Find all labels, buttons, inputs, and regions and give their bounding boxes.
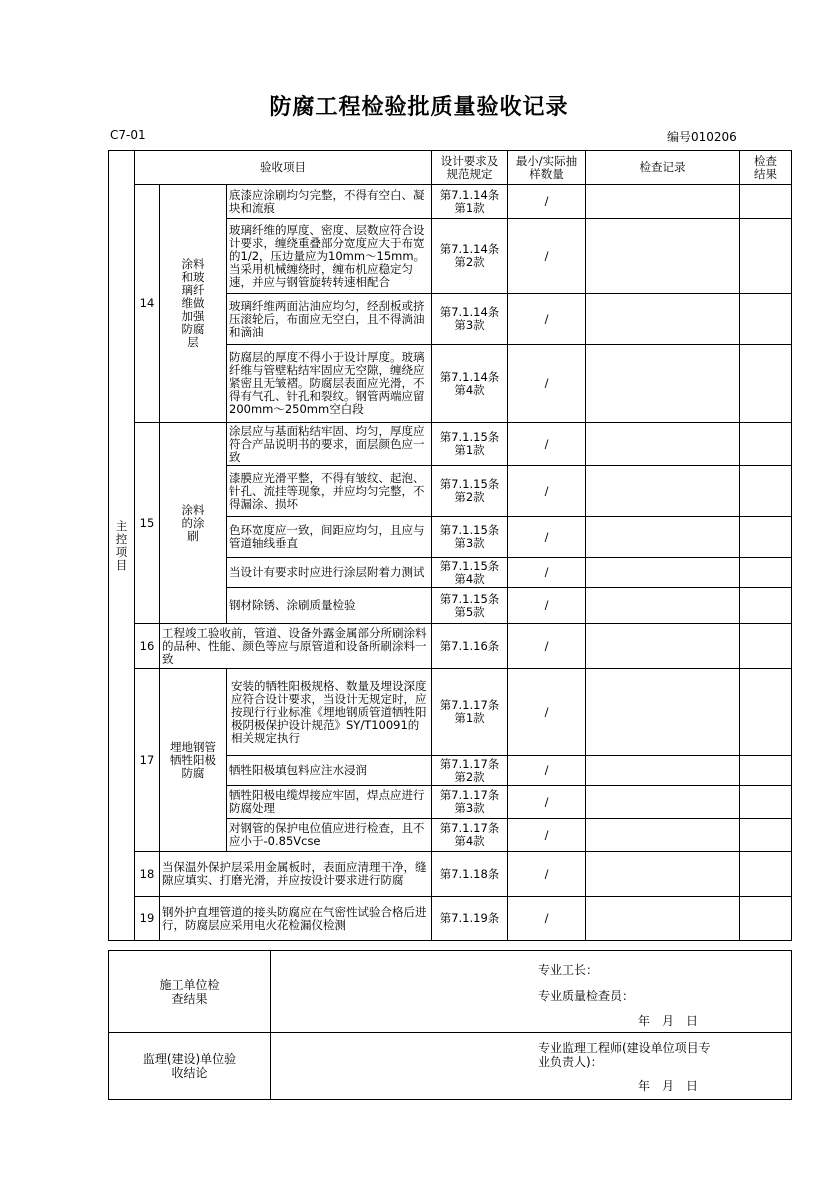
- item-number: 18: [135, 852, 160, 897]
- item-result[interactable]: [740, 786, 792, 819]
- item-text: 底漆应涂刷均匀完整，不得有空白、凝块和流痕: [227, 185, 432, 219]
- item-record[interactable]: [586, 669, 740, 756]
- item-spec: 第7.1.14条第4款: [432, 345, 508, 423]
- item-number: 14: [135, 185, 160, 423]
- item-record[interactable]: [586, 423, 740, 466]
- item-number: 16: [135, 624, 160, 669]
- item-record[interactable]: [586, 624, 740, 669]
- supervision-sign-area[interactable]: [271, 1033, 792, 1100]
- item-text: 安装的牺牲阳极规格、数量及埋设深度应符合设计要求，当设计无规定时，应按现行行业标准《埋地钢质管道牺牲阳极阴极保护设计规范》SY/T10091的相关规定执行: [227, 669, 432, 756]
- item-sample: /: [508, 852, 586, 897]
- item-sample: /: [508, 624, 586, 669]
- inspector-label: 专业质量检查员：: [538, 989, 635, 1003]
- item-sample: /: [508, 669, 586, 756]
- item-text: 涂层应与基面粘结牢固、均匀，厚度应符合产品说明书的要求，面层颜色应一致: [227, 423, 432, 466]
- item-result[interactable]: [740, 185, 792, 219]
- construction-date: 年 月 日: [638, 1014, 699, 1028]
- item-spec: 第7.1.14条第3款: [432, 294, 508, 345]
- item-spec: 第7.1.17条第4款: [432, 819, 508, 852]
- header-sample: 最小/实际抽样数量: [508, 151, 586, 185]
- item-text: 钢材除锈、涂刷质量检验: [227, 588, 432, 624]
- item-text: 钢外护直埋管道的接头防腐应在气密性试验合格后进行，防腐层应采用电火花检漏仪检测: [160, 897, 432, 941]
- item-result[interactable]: [740, 669, 792, 756]
- item-number: 17: [135, 669, 160, 852]
- item-spec: 第7.1.15条第2款: [432, 466, 508, 517]
- item-spec: 第7.1.19条: [432, 897, 508, 941]
- item-record[interactable]: [586, 517, 740, 558]
- inspection-table: [108, 150, 792, 941]
- item-record[interactable]: [586, 819, 740, 852]
- header-spec: 设计要求及规范规定: [432, 151, 508, 185]
- item-result[interactable]: [740, 466, 792, 517]
- item-sample: /: [508, 897, 586, 941]
- page-title: 防腐工程检验批质量验收记录: [269, 94, 569, 120]
- item-result[interactable]: [740, 423, 792, 466]
- item-text: 工程竣工验收前，管道、设备外露金属部分所刷涂料的品种、性能、颜色等应与原管道和设备所刷涂料一致: [160, 624, 432, 669]
- item-record[interactable]: [586, 466, 740, 517]
- item-text: 玻璃纤维两面沾油应均匀，经刮板或挤压滚轮后，布面应无空白，且不得淌油和滴油: [227, 294, 432, 345]
- item-spec: 第7.1.15条第3款: [432, 517, 508, 558]
- item-record[interactable]: [586, 756, 740, 786]
- item-result[interactable]: [740, 852, 792, 897]
- table-row: [109, 185, 792, 219]
- item-record[interactable]: [586, 786, 740, 819]
- item-result[interactable]: [740, 558, 792, 588]
- item-result[interactable]: [740, 517, 792, 558]
- item-record[interactable]: [586, 219, 740, 294]
- supervision-date: 年 月 日: [638, 1079, 699, 1093]
- item-result[interactable]: [740, 756, 792, 786]
- item-text: 当设计有要求时应进行涂层附着力测试: [227, 558, 432, 588]
- item-sample: /: [508, 819, 586, 852]
- item-result[interactable]: [740, 624, 792, 669]
- signoff-table: [108, 950, 792, 1100]
- construction-sign-area[interactable]: [271, 951, 792, 1033]
- header-item: 验收项目: [135, 151, 432, 185]
- item-text: 当保温外保护层采用金属板时，表面应清理干净，缝隙应填实、打磨光滑，并应按设计要求进行防腐: [160, 852, 432, 897]
- serial-number: 编号010206: [667, 130, 737, 144]
- item-sample: /: [508, 466, 586, 517]
- item-text: 防腐层的厚度不得小于设计厚度。玻璃纤维与管壁粘结牢固应无空隙，缠绕应紧密且无皱褶。防腐层表面应光滑，不得有气孔、针孔和裂纹。钢管两端应留200mm～250mm空白段: [227, 345, 432, 423]
- item-spec: 第7.1.16条: [432, 624, 508, 669]
- item-spec: 第7.1.14条第1款: [432, 185, 508, 219]
- item-text: 玻璃纤维的厚度、密度、层数应符合设计要求，缠绕重叠部分宽度应大于布宽的1/2，压边量应为10mm～15mm。当采用机械缠绕时，缠布机应稳定匀速，并应与钢管旋转转速相配合: [227, 219, 432, 294]
- item-result[interactable]: [740, 897, 792, 941]
- item-spec: 第7.1.17条第2款: [432, 756, 508, 786]
- item-name: 埋地钢管牺牲阳极防腐: [160, 669, 227, 852]
- supervision-unit-label: 监理(建设)单位验收结论: [109, 1033, 271, 1100]
- item-sample: /: [508, 756, 586, 786]
- item-result[interactable]: [740, 219, 792, 294]
- item-text: 牺牲阳极电缆焊接应牢固，焊点应进行防腐处理: [227, 786, 432, 819]
- item-sample: /: [508, 588, 586, 624]
- engineer-label: 专业监理工程师(建设单位项目专业负责人)：: [538, 1041, 711, 1069]
- item-sample: /: [508, 558, 586, 588]
- item-result[interactable]: [740, 294, 792, 345]
- item-text: 对钢管的保护电位值应进行检查，且不应小于-0.85Vcse: [227, 819, 432, 852]
- item-text: 牺牲阳极填包料应注水浸润: [227, 756, 432, 786]
- main-control-label: 主控项目: [109, 151, 135, 941]
- item-record[interactable]: [586, 588, 740, 624]
- table-header-row: [109, 151, 792, 185]
- item-spec: 第7.1.15条第5款: [432, 588, 508, 624]
- item-record[interactable]: [586, 852, 740, 897]
- item-result[interactable]: [740, 345, 792, 423]
- item-spec: 第7.1.14条第2款: [432, 219, 508, 294]
- form-code: C7-01: [110, 128, 146, 142]
- table-row: [109, 852, 792, 897]
- item-record[interactable]: [586, 897, 740, 941]
- item-sample: /: [508, 185, 586, 219]
- item-sample: /: [508, 517, 586, 558]
- header-result: 检查结果: [740, 151, 792, 185]
- item-spec: 第7.1.15条第1款: [432, 423, 508, 466]
- item-spec: 第7.1.15条第4款: [432, 558, 508, 588]
- item-record[interactable]: [586, 294, 740, 345]
- table-row: [109, 423, 792, 466]
- table-row: [109, 624, 792, 669]
- item-spec: 第7.1.17条第3款: [432, 786, 508, 819]
- table-row: [109, 897, 792, 941]
- construction-unit-label: 施工单位检查结果: [109, 951, 271, 1033]
- item-sample: /: [508, 786, 586, 819]
- item-sample: /: [508, 219, 586, 294]
- item-record[interactable]: [586, 558, 740, 588]
- item-name: 涂料和玻璃纤维做加强防腐层: [160, 185, 227, 423]
- item-sample: /: [508, 345, 586, 423]
- item-text: 色环宽度应一致，间距应均匀，且应与管道轴线垂直: [227, 517, 432, 558]
- item-record[interactable]: [586, 345, 740, 423]
- item-sample: /: [508, 423, 586, 466]
- item-record[interactable]: [586, 185, 740, 219]
- item-result[interactable]: [740, 819, 792, 852]
- item-text: 漆膜应光滑平整，不得有皱纹、起泡、针孔、流挂等现象，并应均匀完整，不得漏涂、损坏: [227, 466, 432, 517]
- item-sample: /: [508, 294, 586, 345]
- item-spec: 第7.1.17条第1款: [432, 669, 508, 756]
- header-record: 检查记录: [586, 151, 740, 185]
- item-number: 15: [135, 423, 160, 624]
- item-result[interactable]: [740, 588, 792, 624]
- foreman-label: 专业工长：: [538, 963, 599, 977]
- table-row: [109, 669, 792, 756]
- item-spec: 第7.1.18条: [432, 852, 508, 897]
- item-name: 涂料的涂刷: [160, 423, 227, 624]
- item-number: 19: [135, 897, 160, 941]
